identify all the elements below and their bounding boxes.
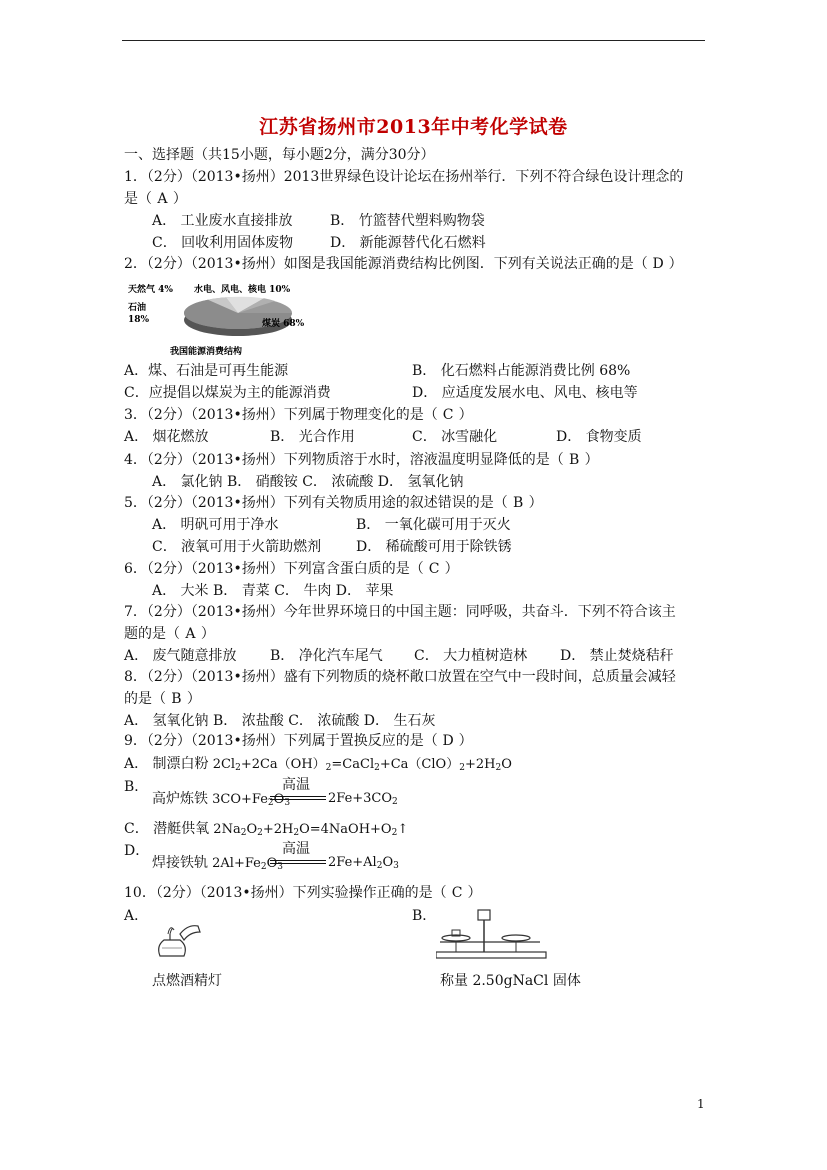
q5-option-c: C． 液氧可用于火箭助燃剂 [152,539,322,555]
q9-stem: 9．（2分）（2013•扬州）下列属于置换反应的是（ D ） [124,733,473,749]
q8-options: A． 氢氧化钠 B． 浓盐酸 C． 浓硫酸 D． 生石灰 [124,713,436,729]
q4-options: A． 氯化钠 B． 硝酸铵 C． 浓硫酸 D． 氢氧化钠 [152,474,464,490]
q6-stem: 6．（2分）（2013•扬州）下列富含蛋白质的是（ C ） [124,561,459,577]
q10-option-a-caption: 点燃酒精灯 [152,973,222,989]
q10-option-a-label: A． [124,908,149,924]
q5-option-d: D． 稀硫酸可用于除铁锈 [356,539,512,555]
q9-option-b-label: B． [124,779,149,795]
q10-option-b-caption: 称量 2.50gNaCl 固体 [440,973,581,989]
pie-label-oil: 石油 [128,303,147,313]
pie-label-oil-pct: 18% [128,315,150,325]
q1-stem-line2: 是（ A ） [124,191,187,207]
q10-option-b-label: B． [412,908,437,924]
q7-stem-line1: 7．（2分）（2013•扬州）今年世界环境日的中国主题：同呼吸，共奋斗．下列不符合该主 [124,604,676,620]
q1-stem-line1: 1．（2分）（2013•扬州）2013世界绿色设计论坛在扬州举行．下列不符合绿色设计理念的 [124,169,684,185]
q9-option-b: 高炉炼铁 $3CO+Fe_2O_3$ [152,791,291,808]
q3-answer: C [442,407,454,423]
q2-option-b: B． 化石燃料占能源消费比例 68% [412,363,631,379]
q3-option-c: C． 冰雪融化 [412,429,498,445]
q9-option-a: A． 制漂白粉 $2Cl_2+2Ca(OH)_2=CaCl_2+Ca(ClO)_2+2H_2O$ [124,756,512,773]
q7-option-d: D． 禁止焚烧秸秆 [560,648,674,664]
pie-caption: 我国能源消费结构 [170,347,243,357]
q8-answer: B [171,691,182,707]
q4-answer: B [569,452,580,468]
q10-answer: C [451,885,463,901]
q2-option-a: A．煤、石油是可再生能源 [124,363,289,379]
q9-option-d: 焊接铁轨 $2Al+Fe_2O_3$ [152,855,283,872]
q9-d-equal-sign [270,860,326,864]
q5-stem: 5．（2分）（2013•扬州）下列有关物质用途的叙述错误的是（ B ） [124,495,543,511]
section-heading: 一、选择题（共15小题，每小题2分，满分30分） [124,147,435,163]
q8-stem-line1: 8．（2分）（2013•扬州）盛有下列物质的烧杯敞口放置在空气中一段时间，总质量会减轻 [124,669,676,685]
balance-scale-figure [436,908,550,964]
q9-option-d-product: $2Fe+Al_2O_3$ [328,855,399,871]
q9-option-c: C． 潜艇供氧 $2Na_2O_2+2H_2O=4NaOH+O_2↑$ [124,821,409,838]
q9-answer: D [442,733,454,749]
q7-answer: A [185,626,196,642]
q5-option-a: A． 明矾可用于净水 [152,517,279,533]
page-title: 江苏省扬州市2013年中考化学试卷 [259,116,568,138]
q1-option-d: D． 新能源替代化石燃料 [330,235,486,251]
q6-options: A． 大米 B． 青菜 C． 牛肉 D． 苹果 [152,583,394,599]
pie-label-gas: 天然气 4% [128,285,173,295]
q8-stem-line2: 的是（ B ） [124,691,201,707]
q7-option-a: A． 废气随意排放 [124,648,237,664]
q1-option-c: C． 回收利用固体废物 [152,235,294,251]
alcohol-lamp-figure [150,912,210,962]
page-number: 1 [697,1097,705,1111]
q4-stem: 4．（2分）（2013•扬州）下列物质溶于水时，溶液温度明显降低的是（ B ） [124,452,599,468]
energy-pie-chart [126,280,326,360]
q7-option-b: B． 净化汽车尾气 [270,648,383,664]
q2-option-d: D． 应适度发展水电、风电、核电等 [412,385,638,401]
header-rule [122,40,705,41]
q9-option-d-label: D． [124,843,150,859]
q3-stem: 3．（2分）（2013•扬州）下列属于物理变化的是（ C ） [124,407,473,423]
q9-option-b-product: $2Fe+3CO_2$ [328,791,398,807]
q9-d-condition: 高温 [282,841,310,857]
q1-option-a: A． 工业废水直接排放 [152,213,293,229]
q5-answer: B [513,495,524,511]
q2-option-c: C．应提倡以煤炭为主的能源消费 [124,385,331,401]
q9-b-condition: 高温 [282,777,310,793]
q7-option-c: C． 大力植树造林 [414,648,528,664]
q7-stem-line2: 题的是（ A ） [124,626,215,642]
q3-option-a: A． 烟花燃放 [124,429,209,445]
q2-stem: 2．（2分）（2013•扬州）如图是我国能源消费结构比例图．下列有关说法正确的是（ D ） [124,256,683,272]
q9-b-equal-sign [270,796,326,800]
q3-option-d: D． 食物变质 [556,429,642,445]
q1-answer: A [157,191,168,207]
q6-answer: C [428,561,440,577]
q10-stem: 10．（2分）（2013•扬州）下列实验操作正确的是（ C ） [124,885,482,901]
pie-label-coal: 煤炭 68% [262,319,305,329]
q3-option-b: B． 光合作用 [270,429,355,445]
q5-option-b: B． 一氧化碳可用于灭火 [356,517,511,533]
q1-option-b: B． 竹篮替代塑料购物袋 [330,213,485,229]
pie-label-hydro: 水电、风电、核电 10% [194,285,291,295]
q2-answer: D [652,256,664,272]
